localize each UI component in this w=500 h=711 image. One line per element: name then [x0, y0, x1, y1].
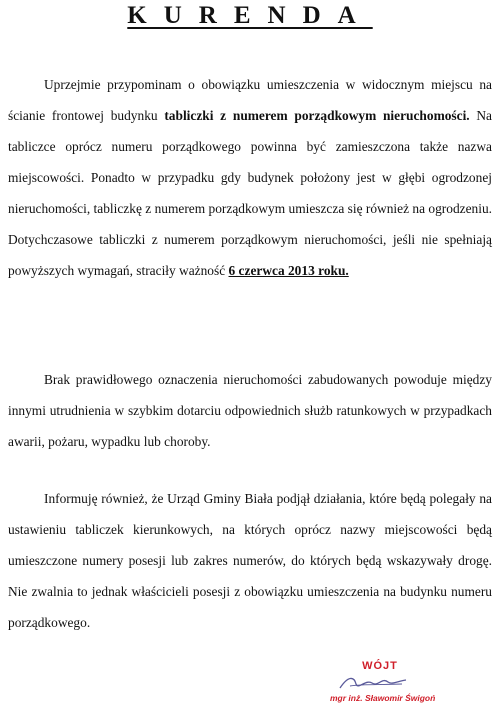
document-title: KURENDA — [127, 2, 373, 29]
paragraph-2: Brak prawidłowego oznaczenia nieruchomości zabudowanych powoduje między innymi utrudnienia w szybkim dotarciu odpowiednich służb ratunkowych w przypadkach awarii, pożaru, wypadku lub choroby. — [8, 372, 492, 449]
signature-title: WÓJT — [362, 660, 398, 672]
paragraph-1-text-b: Na tabliczce oprócz numeru porządkowego powinna być zamieszczona także nazwa miejscowości. Ponadto w przypadku gdy budynek położony jest w głębi ogrodzonej nieruchomości, tabliczkę z numerem porządkowym umieszcza się również na ogrodzeniu. Dotychczasowe tabliczki z numerem porządkowym nieruchomości, jeśli nie spełniają powyższych wymagań, straciły ważność — [8, 108, 492, 278]
signature-stamp — [320, 660, 480, 710]
paragraph-1 — [8, 69, 492, 286]
signature-name: mgr inż. Sławomir Świgoń — [330, 693, 436, 703]
paragraph-3: Informuję również, że Urząd Gminy Biała podjął działania, które będą polegały na ustawieniu tabliczek kierunkowych, na których oprócz nazwy miejscowości będą umieszczone numery posesji lub zakres numerów, do których będą wskazywały drogę. Nie zwalnia to jednak właścicieli posesji z obowiązku umieszczenia na budynku numeru porządkowego. — [8, 491, 492, 630]
handwritten-signature-icon — [336, 673, 416, 693]
deadline-date: 6 czerwca 2013 roku. — [228, 263, 349, 278]
paragraph-1-bold-phrase: tabliczki z numerem porządkowym nieruchomości. — [164, 108, 470, 123]
paragraph-1-text-a: Uprzejmie przypominam o obowiązku umieszczenia w widocznym miejscu na ścianie frontowej budynku — [8, 77, 492, 123]
